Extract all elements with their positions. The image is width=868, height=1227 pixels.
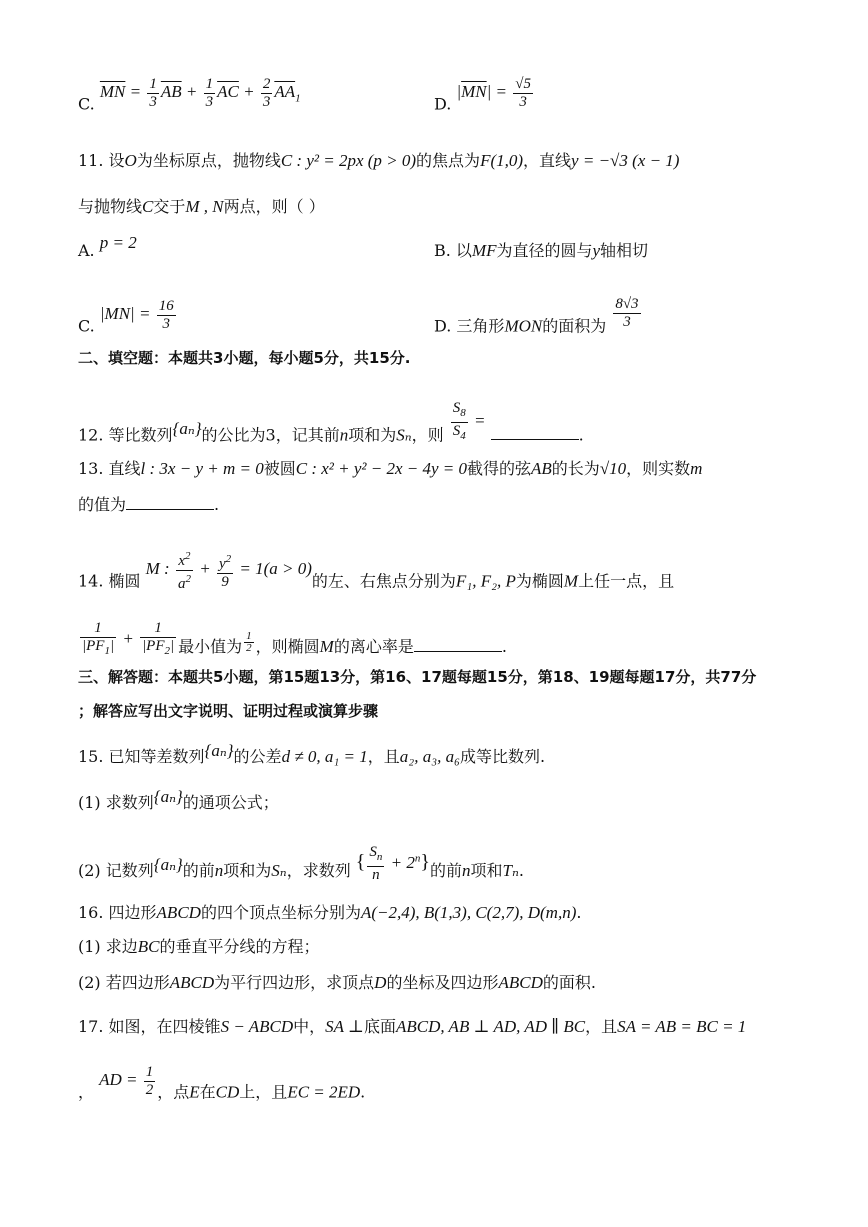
option-label: C. <box>78 316 95 336</box>
text: 上，且 <box>239 1082 288 1102</box>
math-seq: {aₙ} <box>204 741 234 760</box>
text: 的坐标及四边形 <box>386 973 499 992</box>
q12-frac: $\frac{S_8}{S_4}$ = <box>452 400 486 442</box>
text: 与抛物线 <box>78 197 143 216</box>
text: 14. 椭圆 <box>78 571 141 591</box>
math-mf: MF <box>471 241 497 260</box>
text: ，求数列 <box>286 860 351 880</box>
math-parabola: C : y² = 2px (p > 0) <box>280 151 417 170</box>
text: 12. 等比数列 <box>78 425 173 445</box>
q17-line2 <box>78 1064 366 1111</box>
text: . <box>578 425 584 445</box>
math-seq: {aₙ} <box>153 854 183 874</box>
text: 为平行四边形，求顶点 <box>214 973 375 992</box>
q10-c-math: $\overline{MN}$ = $\frac{1}{3}$ $\overline{AB}$ + $\frac{1}{3}$ $\overline{AC}$ + $\frac{2}{3}$ $\overline{AA}_1$ <box>99 76 301 110</box>
math-abcd: ABCD <box>169 973 215 992</box>
math-sn: Sₙ <box>396 425 412 445</box>
q11-option-a <box>78 233 137 262</box>
text: . <box>518 860 524 880</box>
math-y: y <box>592 241 601 260</box>
q11-option-b <box>434 240 648 262</box>
q15-line1 <box>78 741 546 768</box>
text: 成等比数列. <box>460 747 546 766</box>
text: (1) 求数列 <box>78 793 154 812</box>
text: 为坐标原点，抛物线 <box>136 151 281 170</box>
math-sa: SA ⊥ <box>325 1017 364 1036</box>
math-ab: AB <box>531 459 552 478</box>
math-n: n <box>462 860 471 880</box>
option-label: A. <box>78 241 95 260</box>
q15-part1 <box>78 787 279 814</box>
math-ec: EC = 2ED <box>287 1082 361 1102</box>
math-foci: F₁, F₂, P <box>455 571 516 591</box>
math-mon: MON <box>504 316 543 336</box>
math-mn: M , N <box>185 197 224 216</box>
text: 被圆 <box>263 459 296 478</box>
math-pyramid: S − ABCD <box>220 1017 294 1036</box>
q12-line <box>78 400 584 459</box>
q11-line1 <box>78 150 679 172</box>
option-label: D. 三角形 <box>434 316 505 336</box>
q15-seq-expr: { $\frac{S_n}{n}$ + $2^n$} <box>355 844 430 883</box>
text: 的公差 <box>233 747 282 766</box>
text: . <box>501 636 507 656</box>
text: ，且 <box>585 1017 618 1036</box>
text: ，则 <box>411 425 444 445</box>
text: 16. 四边形 <box>78 903 157 922</box>
math-m: M <box>319 636 334 656</box>
text: 的垂直平分线的方程； <box>159 937 320 956</box>
text: 的离心率是 <box>333 636 414 656</box>
text: 13. 直线 <box>78 459 141 478</box>
math-m: M <box>563 571 579 591</box>
q14-ellipse: M : $\frac{x^2}{a^2}$ + $\frac{y^2}{9}$ = 1(a > 0) <box>145 550 312 592</box>
text: 的左、右焦点分别为 <box>311 571 456 591</box>
option-label: B. 以 <box>434 241 472 260</box>
q14-line1 <box>78 550 675 605</box>
answer-blank[interactable] <box>414 637 502 652</box>
q10-d-math: $|\overline{MN}|$ = $\frac{√5}{3}$ <box>456 76 532 110</box>
text: . <box>360 1082 366 1102</box>
text: 轴相切 <box>600 241 649 260</box>
math-o: O <box>124 151 137 170</box>
text: 的长为 <box>551 459 600 478</box>
text: 的四个顶点坐标分别为 <box>200 903 361 922</box>
q17-ad: AD = $\frac{1}{2}$ <box>99 1064 154 1098</box>
text: ，直线 <box>523 151 572 170</box>
text: 的焦点为 <box>416 151 481 170</box>
text: 在四棱锥 <box>156 1017 221 1036</box>
text: . <box>576 903 582 922</box>
q14-line2 <box>78 620 507 668</box>
text: ，则椭圆 <box>255 636 320 656</box>
math-bc: BC <box>137 937 160 956</box>
q16-part1 <box>78 936 320 958</box>
text: 交于 <box>153 197 186 216</box>
text: (2) 若四边形 <box>78 973 170 992</box>
math-seq: {aₙ} <box>172 419 202 439</box>
math-terms: a₂, a₃, a₆ <box>399 747 461 766</box>
text: ， <box>78 1082 95 1102</box>
q11-option-d <box>434 296 643 345</box>
text: (1) 求边 <box>78 937 138 956</box>
text: 底面 <box>363 1017 396 1036</box>
text: ，点 <box>157 1082 190 1102</box>
text: 的前 <box>182 860 215 880</box>
text: 11. 设 <box>78 151 125 170</box>
math-line: y = −√3 (x − 1) <box>571 151 680 170</box>
q16-line1 <box>78 902 581 924</box>
text: 项和为 <box>348 425 397 445</box>
text: 截得的弦 <box>467 459 532 478</box>
text: ，则实数 <box>626 459 691 478</box>
math-focus: F(1,0) <box>480 151 524 170</box>
q11-line2 <box>78 196 325 218</box>
math-abcd: ABCD <box>498 973 543 992</box>
math-cond: d ≠ 0, a₁ = 1 <box>281 747 368 766</box>
text: 中， <box>293 1017 326 1036</box>
text: 为直径的圆与 <box>496 241 593 260</box>
answer-blank[interactable] <box>491 425 579 440</box>
text: 最小值为 <box>178 636 243 656</box>
q10-option-c <box>78 76 301 123</box>
math-sn: Sₙ <box>271 860 287 880</box>
q15-part2 <box>78 844 524 892</box>
math-d: D <box>374 973 387 992</box>
q11-option-c <box>78 298 178 345</box>
text: . <box>214 495 220 514</box>
option-label: C. <box>78 94 95 114</box>
text: (2) 记数列 <box>78 860 154 880</box>
q11-c-math: |MN| = $\frac{16}{3}$ <box>99 298 174 332</box>
math-cd: CD <box>215 1082 240 1102</box>
math-abcd: ABCD <box>156 903 201 922</box>
text: 的公比为3，记其前 <box>201 425 340 445</box>
math-n: n <box>214 860 224 880</box>
math-len: √10 <box>599 459 627 478</box>
q14-expr: $\frac{1}{|PF_1|}$ + $\frac{1}{|PF_2|}$ <box>82 620 175 657</box>
math: p = 2 <box>99 233 137 252</box>
q11-d-math: $\frac{8√3}{3}$ <box>615 296 639 330</box>
math-circle: C : x² + y² − 2x − 4y = 0 <box>295 459 467 478</box>
math-line: l : 3x − y + m = 0 <box>140 459 264 478</box>
q14-half: $\frac{1}{2}$ <box>246 629 252 654</box>
text: 两点，则（ ） <box>223 197 325 216</box>
text: 的值为 <box>78 495 127 514</box>
text: 上任一点，且 <box>578 571 675 591</box>
answer-blank[interactable] <box>126 495 214 510</box>
math-c: C <box>142 197 154 216</box>
math-cond: ABCD, AB ⊥ AD, AD ∥ BC <box>395 1017 586 1036</box>
q13-line1 <box>78 458 702 480</box>
text: 的通项公式； <box>182 793 279 812</box>
option-label: D. <box>434 94 452 114</box>
math-e: E <box>189 1082 200 1102</box>
text: 为椭圆 <box>515 571 564 591</box>
text: 的面积. <box>542 973 596 992</box>
math-eq: SA = AB = BC = 1 <box>617 1017 747 1036</box>
math-tn: Tₙ <box>502 860 519 880</box>
text: 项和为 <box>223 860 272 880</box>
q17-line1 <box>78 1016 746 1038</box>
text: 17. 如图， <box>78 1017 157 1036</box>
math-seq: {aₙ} <box>153 787 183 806</box>
text: ，且 <box>367 747 400 766</box>
section-heading-fill-in: 二、填空题：本题共3小题，每小题5分，共15分. <box>78 349 411 367</box>
q16-part2 <box>78 972 596 994</box>
text: 项和 <box>470 860 503 880</box>
q10-option-d <box>434 76 535 123</box>
text: 15. 已知等差数列 <box>78 747 205 766</box>
q13-line2 <box>78 494 219 516</box>
math-n: n <box>339 425 349 445</box>
section-heading-solutions-line2: ；解答应写出文字说明、证明过程或演算步骤 <box>78 702 379 720</box>
text: 的面积为 <box>542 316 607 336</box>
section-heading-solutions: 三、解答题：本题共5小题，第15题13分，第16、17题每题15分，第18、19题每题17分，共77分 <box>78 668 757 686</box>
text: 的前 <box>430 860 463 880</box>
text: 在 <box>199 1082 216 1102</box>
math-m: m <box>690 459 703 478</box>
math-points: A(−2,4), B(1,3), C(2,7), D(m,n) <box>360 903 577 922</box>
